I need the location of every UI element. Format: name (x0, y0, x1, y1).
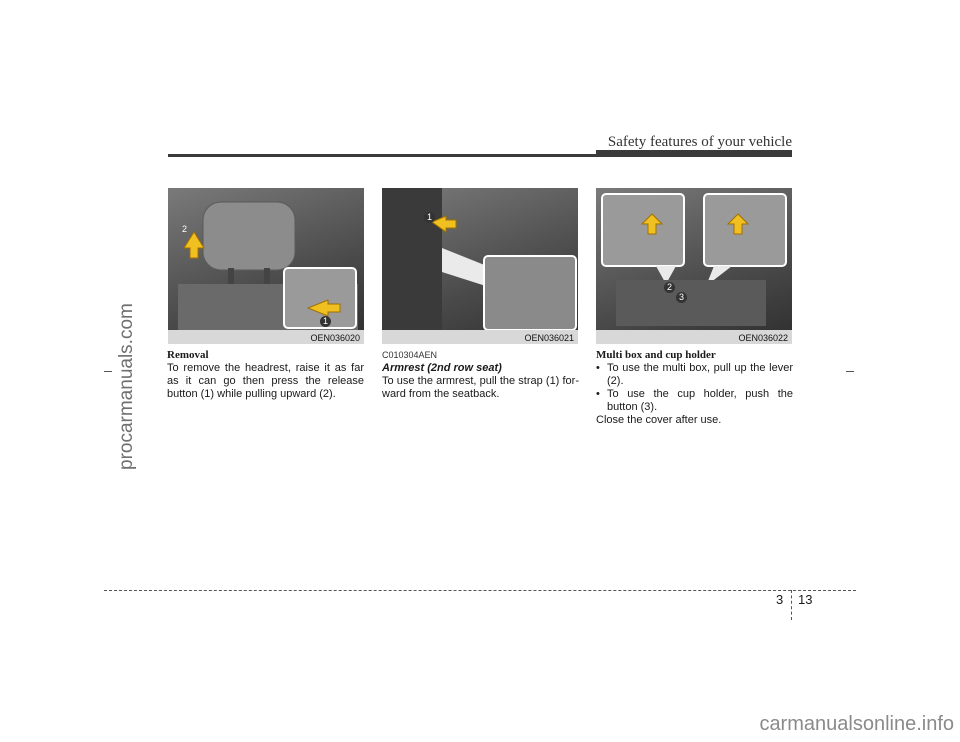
multibox-bullet-list (596, 362, 793, 414)
list-item: • To use the cup holder, push the button (3). (596, 388, 793, 414)
armrest-section (382, 349, 579, 401)
crop-mark-left (104, 371, 112, 372)
image-code: OEN036021 (524, 333, 574, 343)
armrest-body: To use the armrest, pull the strap (1) for-ward from the seatback. (382, 375, 579, 400)
side-watermark: procarmanuals.com (116, 303, 137, 470)
removal-heading: Removal (167, 349, 209, 361)
header-rule (168, 154, 792, 157)
callout-1: 1 (320, 316, 331, 327)
section-number: 3 (776, 592, 784, 607)
section-title: Safety features of your vehicle (607, 134, 792, 150)
bottom-watermark: carmanualsonline.info (759, 713, 954, 735)
multibox-drawing (596, 188, 792, 344)
document-code: C010304AEN (382, 350, 438, 360)
removal-body: To remove the headrest, raise it as far as it can go then press the release button (1) while pulling upward (2). (167, 362, 364, 400)
multibox-illustration (596, 188, 792, 344)
callout-2: 2 (182, 224, 188, 234)
list-item: • To use the multi box, pull up the lever (2). (596, 362, 793, 388)
footer-divider (791, 590, 793, 620)
image-code: OEN036022 (738, 333, 788, 343)
armrest-heading: Armrest (2nd row seat) (382, 362, 502, 374)
armrest-illustration (382, 188, 578, 344)
multibox-heading: Multi box and cup holder (596, 349, 716, 361)
headrest-drawing (168, 188, 364, 344)
closing-note: Close the cover after use. (596, 414, 722, 426)
callout-3: 3 (676, 292, 687, 303)
image-code: OEN036020 (310, 333, 360, 343)
removal-section (167, 349, 364, 401)
page-number: 13 (798, 592, 813, 607)
multibox-section (596, 349, 793, 427)
callout-2: 2 (664, 282, 675, 293)
footer-rule (104, 590, 856, 591)
crop-mark-right (846, 371, 854, 372)
callout-1: 1 (424, 212, 435, 223)
armrest-drawing (382, 188, 578, 344)
headrest-illustration (168, 188, 364, 344)
